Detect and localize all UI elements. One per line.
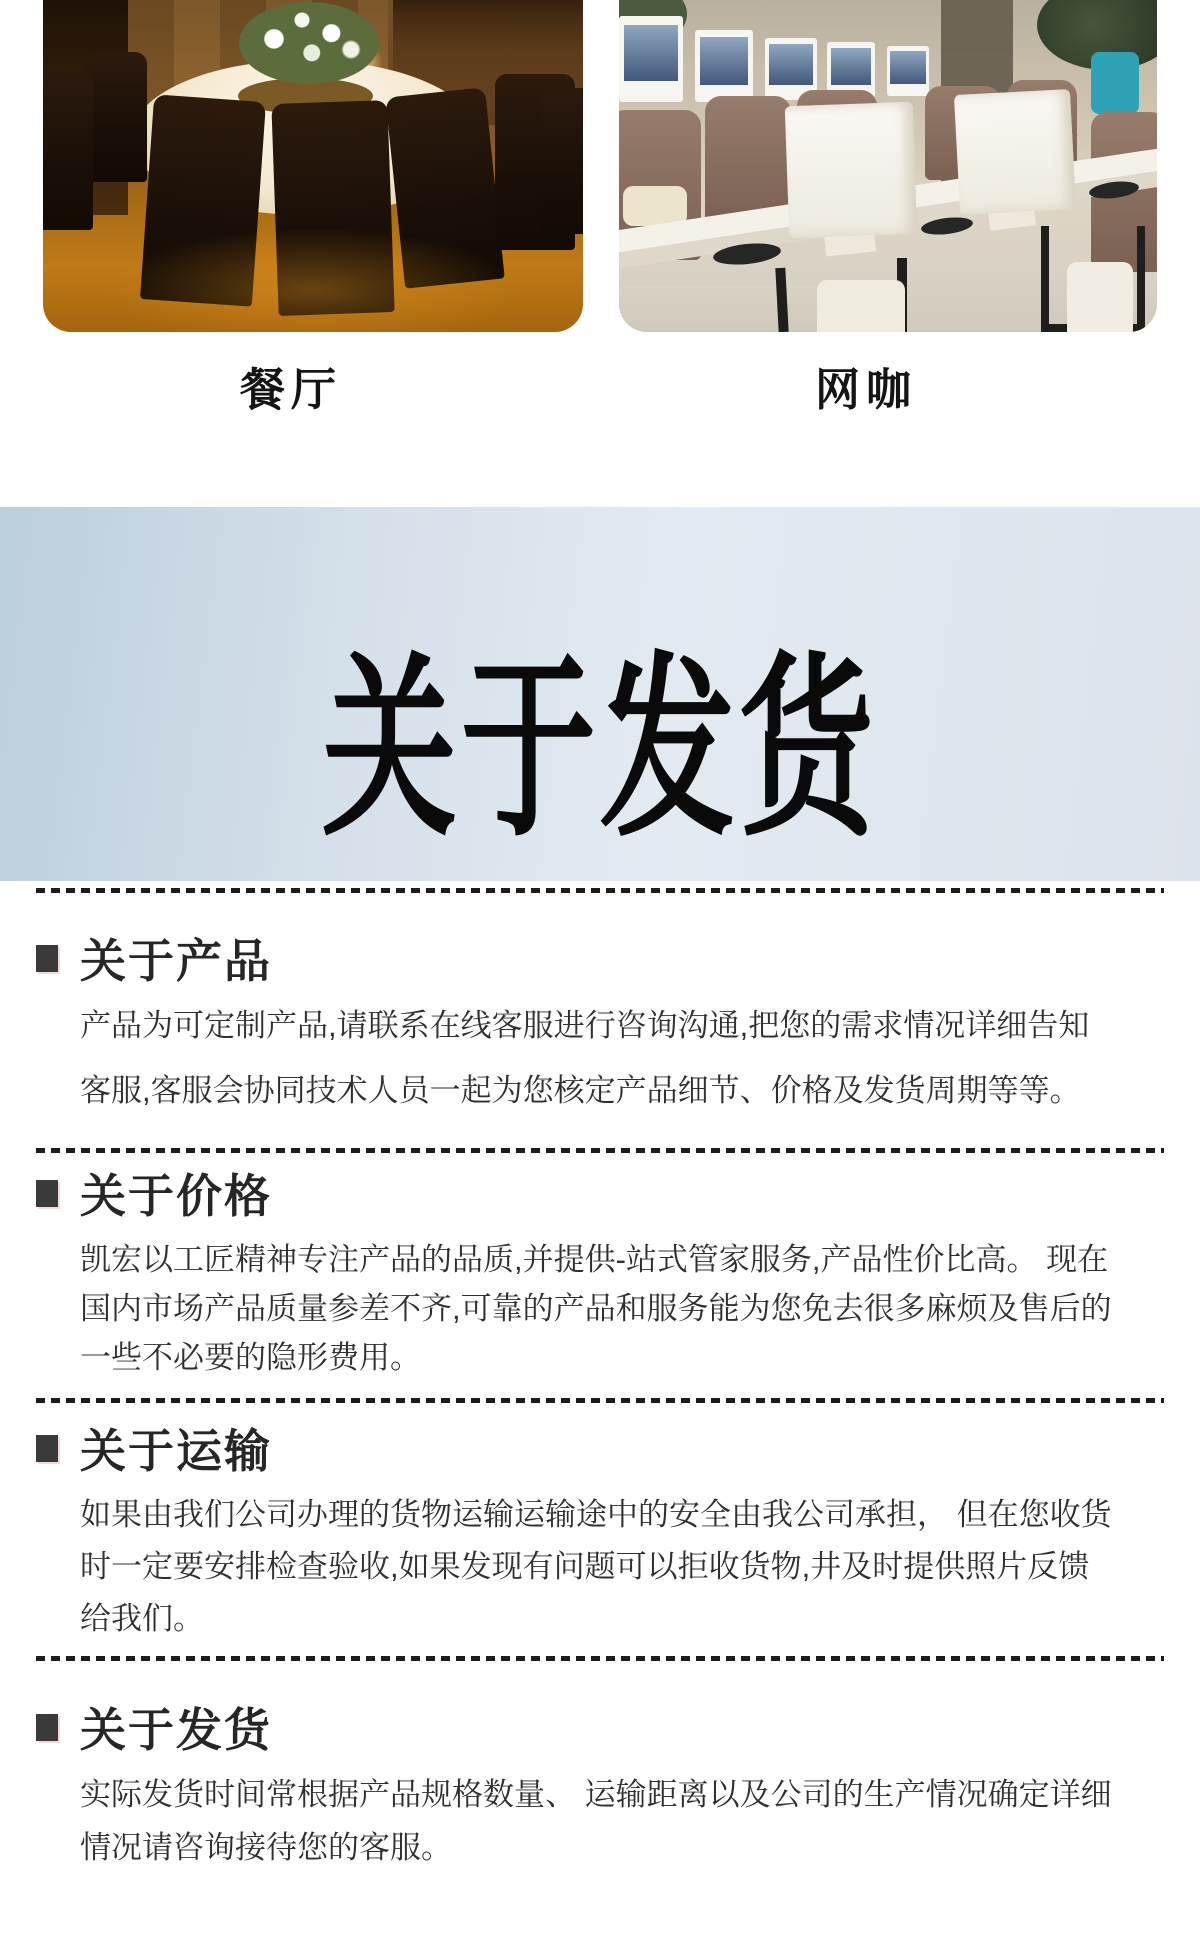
chair-shape <box>43 70 93 230</box>
section-title-text: 关于产品 <box>80 935 272 987</box>
mousepad-shape <box>712 241 782 268</box>
monitor-shape <box>695 30 753 102</box>
screen-shape <box>769 44 813 85</box>
body-line: 给我们。 <box>80 1601 204 1636</box>
flower-centerpiece-shape <box>239 2 379 84</box>
body-line: 一些不必要的隐形费用。 <box>80 1340 421 1375</box>
photo-caption-restaurant: 餐厅 <box>240 364 343 415</box>
section-body-shipping <box>80 1768 1160 1874</box>
restaurant-photo <box>43 0 583 332</box>
chair-shape <box>85 52 147 182</box>
square-bullet-icon <box>36 1180 58 1207</box>
chair-shape <box>541 88 583 234</box>
screen-shape <box>890 51 925 84</box>
body-line: 产品为可定制产品,请联系在线客服进行咨询沟通,把您的需求情况详细告知 <box>80 1008 1090 1043</box>
body-line: 客服,客服会协同技术人员一起为您核定产品细节、价格及发货周期等等。 <box>80 1073 1081 1108</box>
section-title-product <box>36 932 272 987</box>
section-body-product <box>80 993 1160 1123</box>
internet-cafe-photo <box>619 0 1157 332</box>
photo-caption-internet-cafe: 网咖 <box>815 364 918 415</box>
dashed-divider <box>36 888 1164 893</box>
tile-floor-shape <box>619 286 839 332</box>
screen-shape <box>700 37 749 85</box>
section-title-shipping <box>36 1701 272 1756</box>
monitor-back-shape <box>785 102 918 238</box>
floor-glow-shape <box>103 228 523 332</box>
section-title-price <box>36 1167 272 1222</box>
monitor-shape <box>619 16 683 102</box>
dashed-divider <box>36 1656 1164 1661</box>
white-chair-shape <box>817 280 905 332</box>
dashed-divider <box>36 1148 1164 1153</box>
section-body-transport <box>80 1489 1160 1645</box>
monitor-shape <box>887 46 929 96</box>
square-bullet-icon <box>36 1435 58 1462</box>
shipping-banner <box>0 507 1200 881</box>
screen-shape <box>831 48 871 85</box>
square-bullet-icon <box>36 945 58 972</box>
lounge-chair-shape <box>705 96 791 222</box>
white-chair-shape <box>1067 262 1133 332</box>
body-line: 实际发货时间常根据产品规格数量、 运输距离以及公司的生产情况确定详细 <box>80 1777 1112 1812</box>
pillow-shape <box>623 186 687 226</box>
section-body-price <box>80 1235 1160 1382</box>
monitor-back-shape <box>954 89 1076 215</box>
section-title-text: 关于运输 <box>80 1425 272 1477</box>
body-line: 凯宏以工匠精神专注产品的品质,并提供-站式管家服务,产品性价比高。 现在 <box>80 1242 1109 1277</box>
body-line: 时一定要安排检查验收,如果发现有问题可以拒收货物,井及时提供照片反馈 <box>80 1549 1090 1584</box>
desk-leg-shape <box>775 268 788 332</box>
mousepad-shape <box>920 215 974 237</box>
body-line: 如果由我们公司办理的货物运输运输途中的安全由我公司承担， 但在您收货 <box>80 1497 1112 1532</box>
section-title-transport <box>36 1422 272 1477</box>
screen-shape <box>624 25 678 82</box>
dashed-divider <box>36 1398 1164 1403</box>
section-title-text: 关于价格 <box>80 1170 272 1222</box>
section-title-text: 关于发货 <box>80 1704 272 1756</box>
square-bullet-icon <box>36 1714 58 1741</box>
banner-title: 关于发货 <box>322 640 878 859</box>
body-line: 国内市场产品质量参差不齐,可靠的产品和服务能为您免去很多麻烦及售后的 <box>80 1291 1112 1326</box>
body-line: 情况请咨询接待您的客服。 <box>80 1830 452 1865</box>
teal-chair-shape <box>1091 52 1139 114</box>
